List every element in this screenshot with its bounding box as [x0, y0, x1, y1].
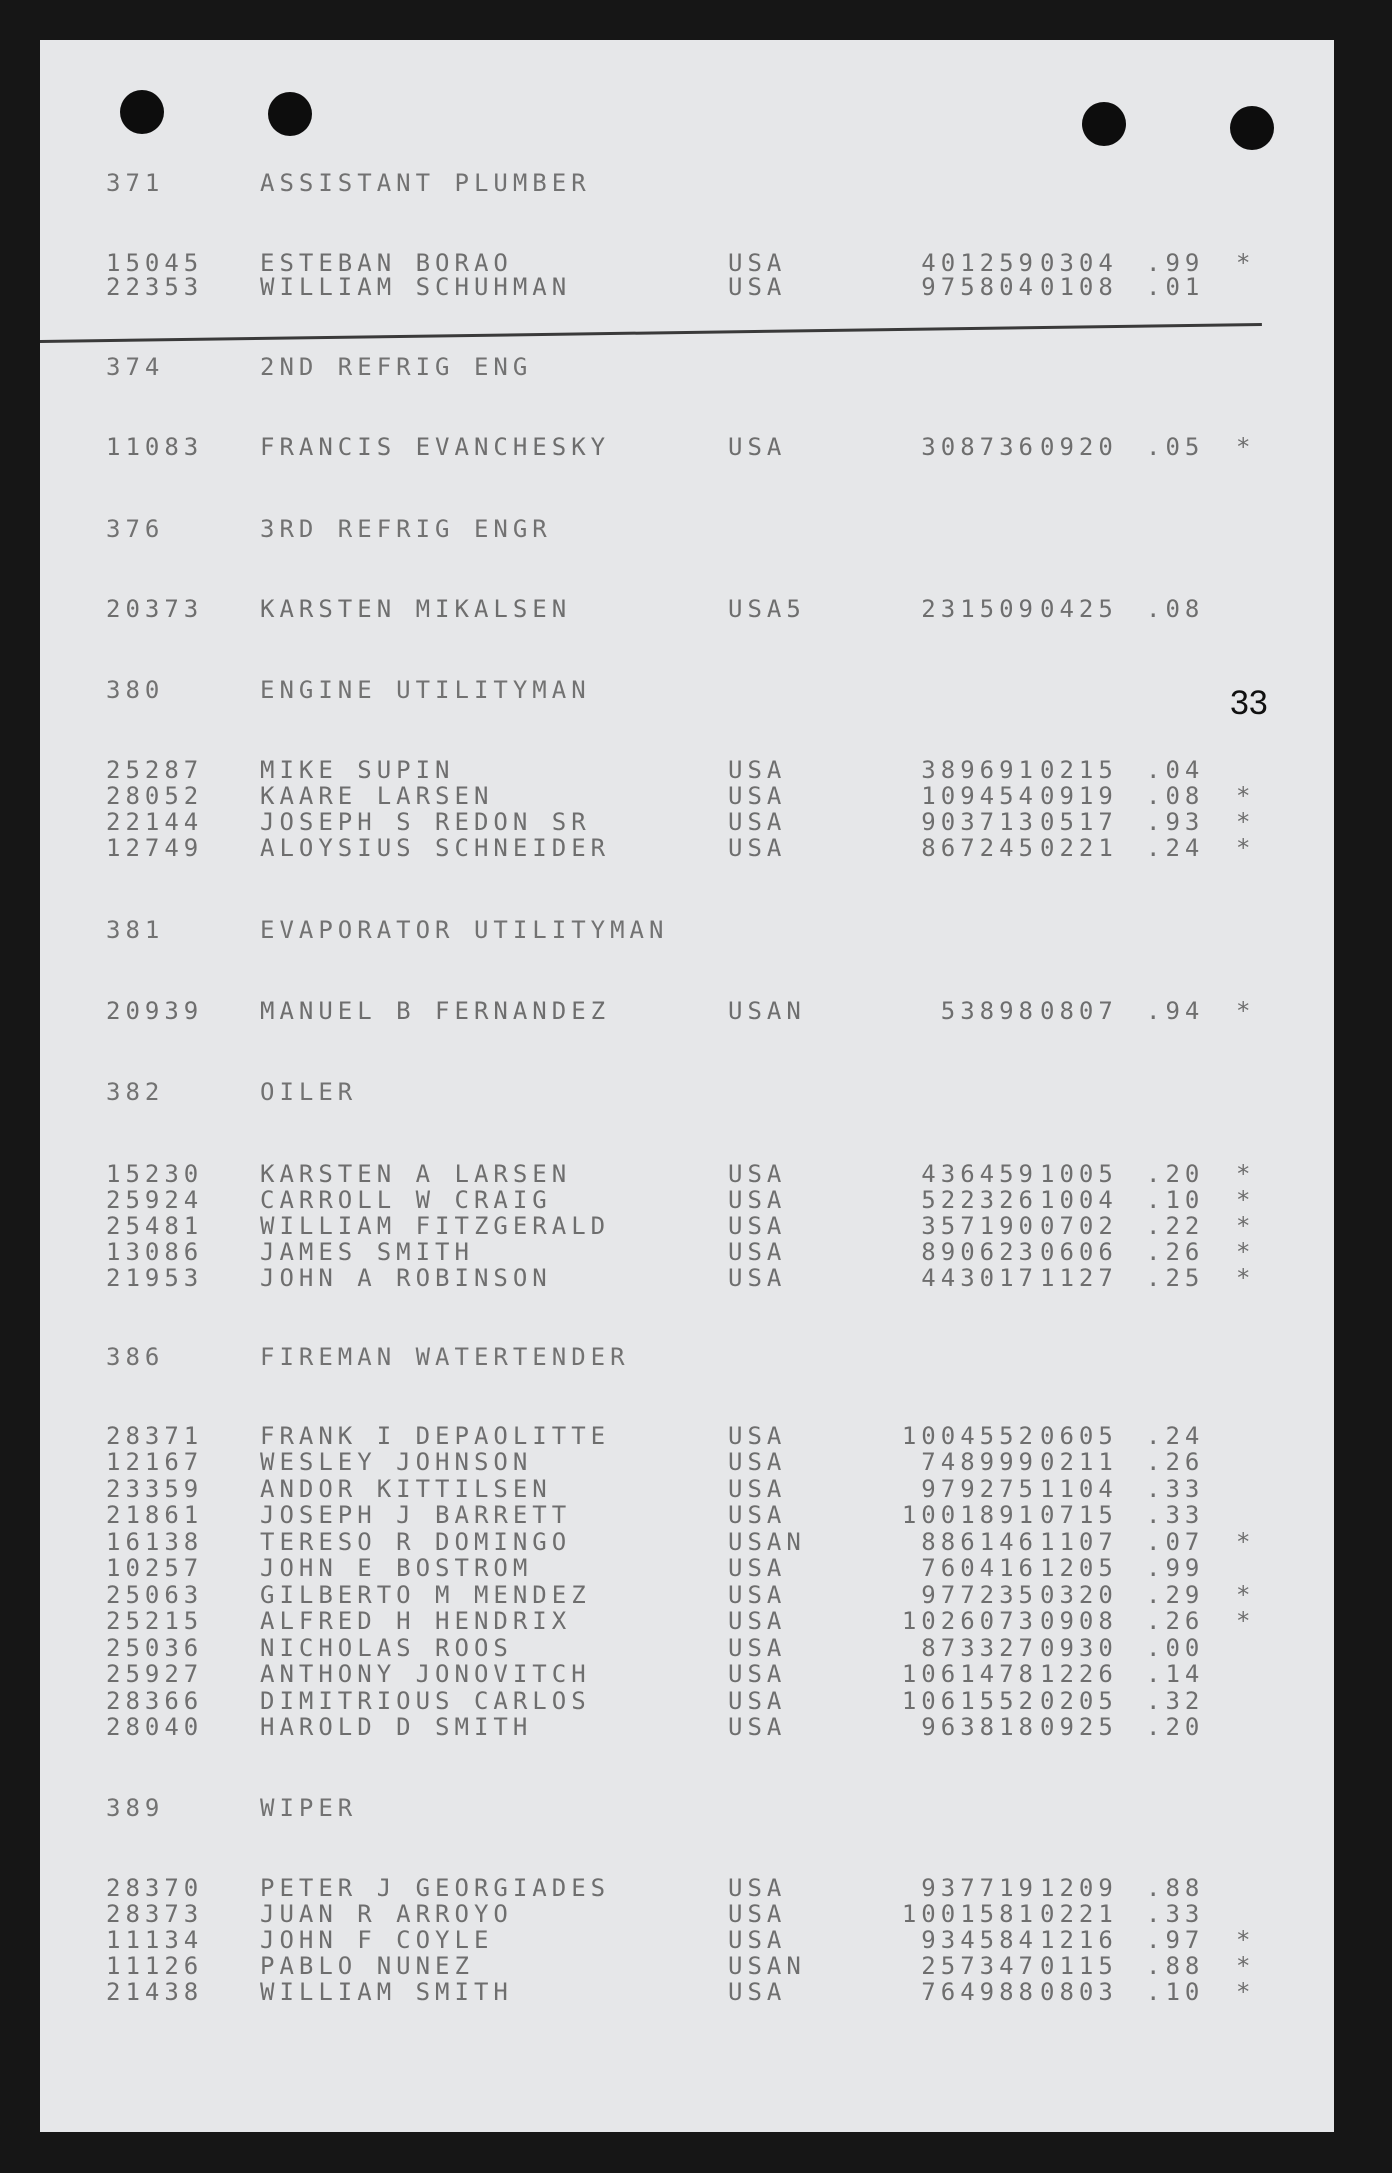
crew-citizenship: USA [728, 1422, 787, 1450]
crew-id: 28052 [106, 782, 204, 810]
crew-date: 0215 [1040, 756, 1118, 784]
crew-id: 11134 [106, 1926, 204, 1954]
crew-value: .20 [1146, 1160, 1205, 1188]
crew-name: ALFRED H HENDRIX [260, 1607, 572, 1635]
page-number: 33 [1230, 684, 1268, 722]
crew-row [40, 996, 1334, 1026]
crew-id: 13086 [106, 1238, 204, 1266]
crew-name: KAARE LARSEN [260, 782, 494, 810]
crew-name: NICHOLAS ROOS [260, 1634, 513, 1662]
crew-citizenship: USA [728, 808, 787, 836]
crew-citizenship: USA [728, 1264, 787, 1292]
crew-value: .22 [1146, 1212, 1205, 1240]
section-title: FIREMAN WATERTENDER [260, 1343, 630, 1371]
crew-citizenship: USA [728, 1212, 787, 1240]
section-code: 381 [106, 916, 165, 944]
crew-number: 903713 [921, 808, 1038, 836]
crew-number: 357190 [921, 1212, 1038, 1240]
crew-citizenship: USA [728, 273, 787, 301]
crew-citizenship: USA [728, 1978, 787, 2006]
crew-date: 0605 [1040, 1422, 1118, 1450]
crew-name: MANUEL B FERNANDEZ [260, 997, 611, 1025]
crew-citizenship: USA [728, 1634, 787, 1662]
section-title: WIPER [260, 1794, 358, 1822]
crew-citizenship: USA5 [728, 595, 806, 623]
section-heading [40, 915, 1334, 945]
crew-citizenship: USA [728, 1660, 787, 1688]
crew-value: .26 [1146, 1607, 1205, 1635]
crew-citizenship: USA [728, 433, 787, 461]
crew-name: HAROLD D SMITH [260, 1713, 533, 1741]
crew-number: 389691 [921, 756, 1038, 784]
crew-value: .10 [1146, 1186, 1205, 1214]
crew-name: JOSEPH S REDON SR [260, 808, 591, 836]
crew-citizenship: USAN [728, 1952, 806, 1980]
crew-id: 28373 [106, 1900, 204, 1928]
section-heading [40, 675, 1334, 705]
crew-date: 0221 [1040, 834, 1118, 862]
crew-id: 22353 [106, 273, 204, 301]
crew-date: 1104 [1040, 1475, 1118, 1503]
crew-id: 23359 [106, 1475, 204, 1503]
crew-value: .25 [1146, 1264, 1205, 1292]
section-code: 376 [106, 515, 165, 543]
crew-id: 11083 [106, 433, 204, 461]
asterisk-mark: * [1236, 1160, 1256, 1188]
crew-name: ESTEBAN BORAO [260, 249, 513, 277]
crew-id: 20373 [106, 595, 204, 623]
crew-value: .32 [1146, 1687, 1205, 1715]
crew-id: 25287 [106, 756, 204, 784]
document-page [40, 40, 1334, 2132]
crew-number: 873327 [921, 1634, 1038, 1662]
crew-value: .01 [1146, 273, 1205, 301]
crew-name: KARSTEN A LARSEN [260, 1160, 572, 1188]
crew-id: 20939 [106, 997, 204, 1025]
crew-value: .26 [1146, 1448, 1205, 1476]
crew-row [40, 1553, 1334, 1583]
asterisk-mark: * [1236, 1926, 1256, 1954]
crew-name: JOHN F COYLE [260, 1926, 494, 1954]
asterisk-mark: * [1236, 997, 1256, 1025]
crew-name: GILBERTO M MENDEZ [260, 1581, 591, 1609]
asterisk-mark: * [1236, 1607, 1256, 1635]
crew-row [40, 833, 1334, 863]
crew-name: FRANCIS EVANCHESKY [260, 433, 611, 461]
crew-id: 11126 [106, 1952, 204, 1980]
crew-name: FRANK I DEPAOLITTE [260, 1422, 611, 1450]
crew-number: 522326 [921, 1186, 1038, 1214]
crew-name: WESLEY JOHNSON [260, 1448, 533, 1476]
crew-date: 1226 [1040, 1660, 1118, 1688]
crew-id: 12167 [106, 1448, 204, 1476]
crew-date: 0803 [1040, 1978, 1118, 2006]
crew-id: 25481 [106, 1212, 204, 1240]
crew-date: 0320 [1040, 1581, 1118, 1609]
crew-row [40, 1659, 1334, 1689]
crew-row [40, 432, 1334, 462]
crew-id: 21953 [106, 1264, 204, 1292]
crew-id: 16138 [106, 1528, 204, 1556]
crew-value: .07 [1146, 1528, 1205, 1556]
section-heading [40, 352, 1334, 382]
crew-date: 1127 [1040, 1264, 1118, 1292]
crew-row [40, 1447, 1334, 1477]
crew-value: .94 [1146, 997, 1205, 1025]
crew-citizenship: USA [728, 249, 787, 277]
crew-date: 0304 [1040, 249, 1118, 277]
crew-value: .14 [1146, 1660, 1205, 1688]
section-code: 374 [106, 353, 165, 381]
crew-value: .08 [1146, 595, 1205, 623]
crew-value: .24 [1146, 834, 1205, 862]
crew-value: .08 [1146, 782, 1205, 810]
crew-value: .10 [1146, 1978, 1205, 2006]
crew-number: 979275 [921, 1475, 1038, 1503]
asterisk-mark: * [1236, 834, 1256, 862]
crew-date: 0930 [1040, 1634, 1118, 1662]
section-heading [40, 1342, 1334, 1372]
crew-id: 22144 [106, 808, 204, 836]
section-code: 389 [106, 1794, 165, 1822]
crew-citizenship: USA [728, 1687, 787, 1715]
asterisk-mark: * [1236, 782, 1256, 810]
crew-value: .26 [1146, 1238, 1205, 1266]
crew-value: .88 [1146, 1874, 1205, 1902]
crew-citizenship: USAN [728, 1528, 806, 1556]
crew-date: 0205 [1040, 1687, 1118, 1715]
crew-id: 28371 [106, 1422, 204, 1450]
section-heading [40, 1077, 1334, 1107]
crew-citizenship: USA [728, 1501, 787, 1529]
asterisk-mark: * [1236, 1238, 1256, 1266]
crew-number: 109454 [921, 782, 1038, 810]
crew-id: 15230 [106, 1160, 204, 1188]
crew-number: 890623 [921, 1238, 1038, 1266]
crew-citizenship: USA [728, 1900, 787, 1928]
crew-id: 28366 [106, 1687, 204, 1715]
crew-row [40, 272, 1334, 302]
asterisk-mark: * [1236, 1264, 1256, 1292]
crew-citizenship: USA [728, 1581, 787, 1609]
asterisk-mark: * [1236, 249, 1256, 277]
section-heading [40, 1793, 1334, 1823]
asterisk-mark: * [1236, 1186, 1256, 1214]
crew-id: 10257 [106, 1554, 204, 1582]
section-code: 386 [106, 1343, 165, 1371]
asterisk-mark: * [1236, 1528, 1256, 1556]
section-title: 3RD REFRIG ENGR [260, 515, 552, 543]
crew-name: JUAN R ARROYO [260, 1900, 513, 1928]
crew-value: .33 [1146, 1501, 1205, 1529]
crew-name: PETER J GEORGIADES [260, 1874, 611, 1902]
asterisk-mark: * [1236, 1952, 1256, 1980]
crew-citizenship: USA [728, 1160, 787, 1188]
crew-number: 1026073 [901, 1607, 1038, 1635]
crew-name: ALOYSIUS SCHNEIDER [260, 834, 611, 862]
crew-citizenship: USA [728, 1448, 787, 1476]
crew-citizenship: USA [728, 1554, 787, 1582]
crew-id: 25063 [106, 1581, 204, 1609]
crew-value: .05 [1146, 433, 1205, 461]
punch-hole [1230, 106, 1274, 150]
crew-value: .24 [1146, 1422, 1205, 1450]
crew-row [40, 1606, 1334, 1636]
crew-number: 977235 [921, 1581, 1038, 1609]
crew-date: 0108 [1040, 273, 1118, 301]
crew-id: 21438 [106, 1978, 204, 2006]
crew-date: 0221 [1040, 1900, 1118, 1928]
crew-number: 937719 [921, 1874, 1038, 1902]
crew-citizenship: USA [728, 1186, 787, 1214]
crew-name: DIMITRIOUS CARLOS [260, 1687, 591, 1715]
crew-citizenship: USA [728, 782, 787, 810]
crew-id: 21861 [106, 1501, 204, 1529]
crew-number: 231509 [921, 595, 1038, 623]
crew-id: 28040 [106, 1713, 204, 1741]
crew-date: 0920 [1040, 433, 1118, 461]
crew-value: .20 [1146, 1713, 1205, 1741]
crew-date: 0908 [1040, 1607, 1118, 1635]
crew-value: .97 [1146, 1926, 1205, 1954]
crew-date: 0211 [1040, 1448, 1118, 1476]
crew-id: 25927 [106, 1660, 204, 1688]
crew-number: 975804 [921, 273, 1038, 301]
crew-number: 401259 [921, 249, 1038, 277]
crew-id: 15045 [106, 249, 204, 277]
crew-id: 25215 [106, 1607, 204, 1635]
crew-value: .04 [1146, 756, 1205, 784]
crew-number: 748999 [921, 1448, 1038, 1476]
crew-citizenship: USA [728, 1475, 787, 1503]
asterisk-mark: * [1236, 1978, 1256, 2006]
crew-name: PABLO NUNEZ [260, 1952, 474, 1980]
crew-number: 1061552 [901, 1687, 1038, 1715]
strike-through-line [40, 323, 1262, 343]
crew-number: 934584 [921, 1926, 1038, 1954]
crew-citizenship: USA [728, 1874, 787, 1902]
crew-name: CARROLL W CRAIG [260, 1186, 552, 1214]
section-title: ENGINE UTILITYMAN [260, 676, 591, 704]
crew-date: 1107 [1040, 1528, 1118, 1556]
crew-name: KARSTEN MIKALSEN [260, 595, 572, 623]
punch-hole [1082, 102, 1126, 146]
crew-number: 1004552 [901, 1422, 1038, 1450]
asterisk-mark: * [1236, 1581, 1256, 1609]
crew-citizenship: USAN [728, 997, 806, 1025]
crew-row [40, 1712, 1334, 1742]
crew-date: 1216 [1040, 1926, 1118, 1954]
crew-name: ANTHONY JONOVITCH [260, 1660, 591, 1688]
punch-hole [268, 92, 312, 136]
crew-id: 25924 [106, 1186, 204, 1214]
crew-name: WILLIAM FITZGERALD [260, 1212, 611, 1240]
crew-value: .29 [1146, 1581, 1205, 1609]
section-heading [40, 168, 1334, 198]
crew-date: 1209 [1040, 1874, 1118, 1902]
crew-date: 0606 [1040, 1238, 1118, 1266]
crew-value: .88 [1146, 1952, 1205, 1980]
crew-number: 867245 [921, 834, 1038, 862]
crew-row [40, 594, 1334, 624]
section-title: ASSISTANT PLUMBER [260, 169, 591, 197]
crew-id: 12749 [106, 834, 204, 862]
crew-number: 1001581 [901, 1900, 1038, 1928]
crew-name: MIKE SUPIN [260, 756, 455, 784]
section-title: OILER [260, 1078, 358, 1106]
crew-date: 1005 [1040, 1160, 1118, 1188]
crew-number: 53898 [940, 997, 1038, 1025]
crew-citizenship: USA [728, 1607, 787, 1635]
crew-value: .33 [1146, 1900, 1205, 1928]
crew-name: WILLIAM SMITH [260, 1978, 513, 2006]
crew-name: JOHN E BOSTROM [260, 1554, 533, 1582]
crew-value: .00 [1146, 1634, 1205, 1662]
crew-row [40, 1977, 1334, 2007]
section-code: 382 [106, 1078, 165, 1106]
crew-value: .93 [1146, 808, 1205, 836]
crew-number: 436459 [921, 1160, 1038, 1188]
crew-id: 28370 [106, 1874, 204, 1902]
crew-number: 1061478 [901, 1660, 1038, 1688]
crew-name: WILLIAM SCHUHMAN [260, 273, 572, 301]
punch-hole [120, 90, 164, 134]
section-code: 380 [106, 676, 165, 704]
crew-number: 963818 [921, 1713, 1038, 1741]
section-title: EVAPORATOR UTILITYMAN [260, 916, 669, 944]
crew-citizenship: USA [728, 834, 787, 862]
section-heading [40, 514, 1334, 544]
crew-number: 308736 [921, 433, 1038, 461]
crew-number: 760416 [921, 1554, 1038, 1582]
crew-date: 0517 [1040, 808, 1118, 836]
crew-date: 1205 [1040, 1554, 1118, 1582]
crew-date: 0715 [1040, 1501, 1118, 1529]
crew-date: 0425 [1040, 595, 1118, 623]
crew-date: 0925 [1040, 1713, 1118, 1741]
crew-number: 257347 [921, 1952, 1038, 1980]
crew-citizenship: USA [728, 1926, 787, 1954]
crew-citizenship: USA [728, 1238, 787, 1266]
crew-date: 0115 [1040, 1952, 1118, 1980]
crew-number: 1001891 [901, 1501, 1038, 1529]
crew-citizenship: USA [728, 756, 787, 784]
crew-name: ANDOR KITTILSEN [260, 1475, 552, 1503]
crew-date: 0807 [1040, 997, 1118, 1025]
crew-citizenship: USA [728, 1713, 787, 1741]
crew-value: .33 [1146, 1475, 1205, 1503]
asterisk-mark: * [1236, 1212, 1256, 1240]
asterisk-mark: * [1236, 433, 1256, 461]
crew-name: JAMES SMITH [260, 1238, 474, 1266]
crew-row [40, 1500, 1334, 1530]
crew-number: 764988 [921, 1978, 1038, 2006]
crew-name: JOSEPH J BARRETT [260, 1501, 572, 1529]
section-title: 2ND REFRIG ENG [260, 353, 533, 381]
section-code: 371 [106, 169, 165, 197]
crew-value: .99 [1146, 249, 1205, 277]
crew-date: 0919 [1040, 782, 1118, 810]
crew-name: TERESO R DOMINGO [260, 1528, 572, 1556]
crew-id: 25036 [106, 1634, 204, 1662]
crew-date: 1004 [1040, 1186, 1118, 1214]
crew-row [40, 1263, 1334, 1293]
crew-number: 886146 [921, 1528, 1038, 1556]
crew-number: 443017 [921, 1264, 1038, 1292]
asterisk-mark: * [1236, 808, 1256, 836]
crew-value: .99 [1146, 1554, 1205, 1582]
crew-name: JOHN A ROBINSON [260, 1264, 552, 1292]
crew-date: 0702 [1040, 1212, 1118, 1240]
